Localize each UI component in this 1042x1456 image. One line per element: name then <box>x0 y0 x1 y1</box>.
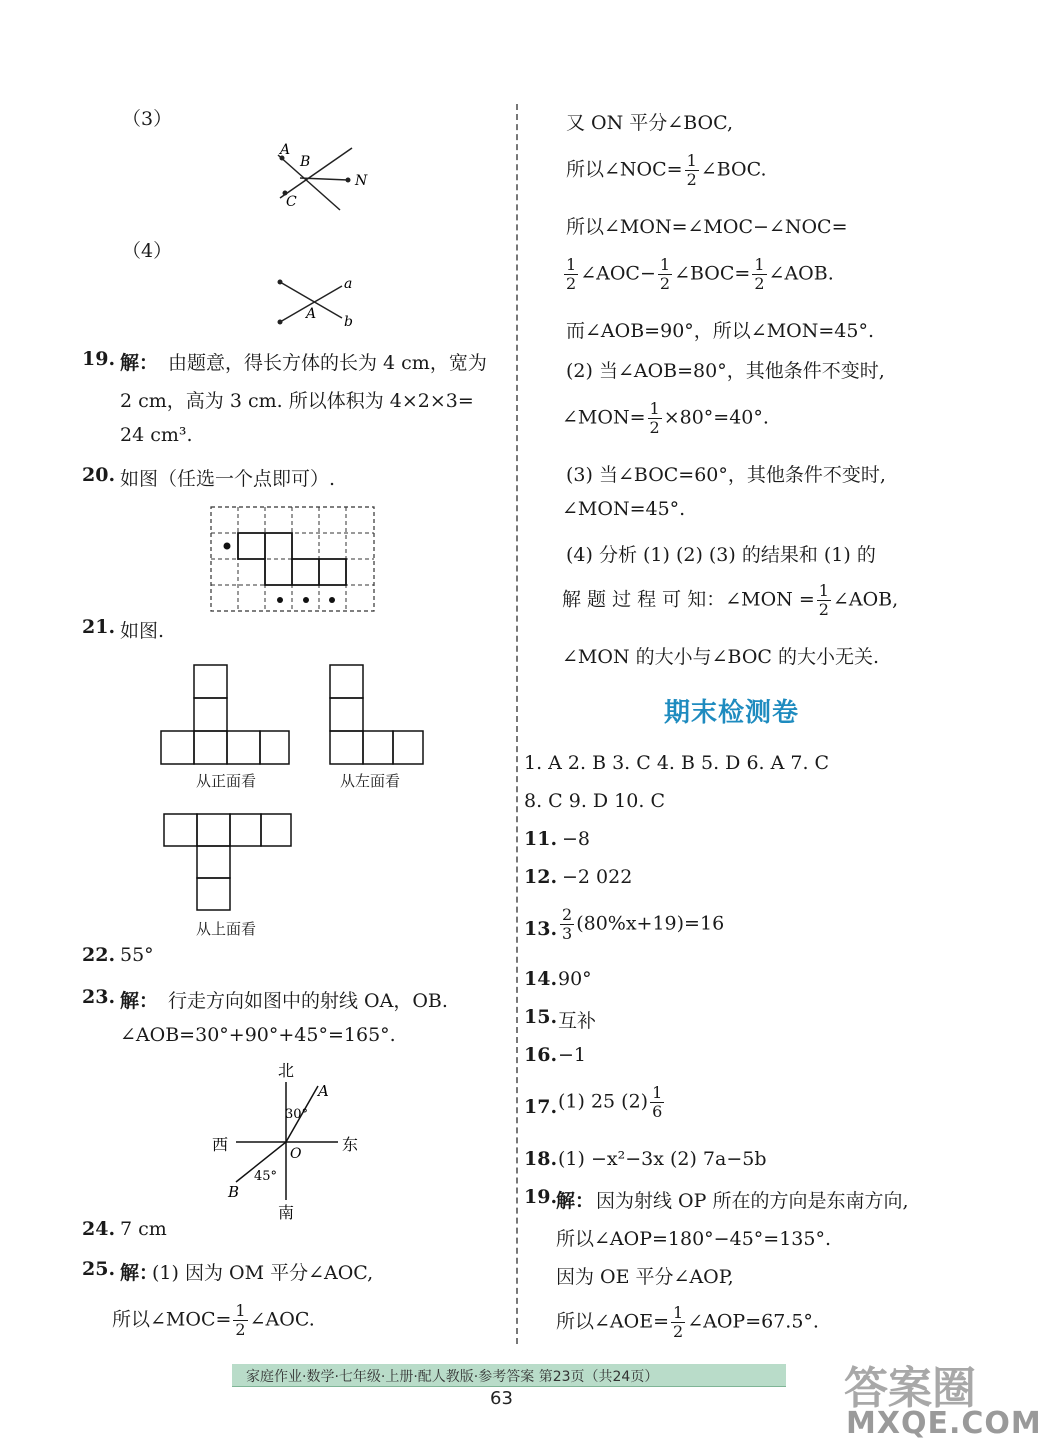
fraction-half: $\frac{1}{2}$ <box>566 255 577 293</box>
right-line-8: (3) 当∠BOC=60°，其他条件不变时, <box>566 464 886 486</box>
a15-number: 15. <box>524 1006 558 1028</box>
a17-number: 17. <box>524 1096 558 1118</box>
compass-ray-A: A <box>318 1082 329 1100</box>
q25-number: 25. <box>82 1258 116 1280</box>
right-line-7 <box>562 400 769 437</box>
fraction-half: $\frac{1}{2}$ <box>818 581 829 619</box>
sub-label-3: （3） <box>122 108 173 130</box>
fraction-half: $\frac{1}{2}$ <box>754 255 765 293</box>
right-line-2b: ∠BOC. <box>700 158 767 181</box>
column-divider <box>516 104 518 1344</box>
fraction-two-thirds: $\frac{2}{3}$ <box>562 905 573 943</box>
compass-east: 东 <box>342 1135 359 1154</box>
fraction-half: $\frac{1}{2}$ <box>659 255 671 293</box>
top-view-caption: 从上面看 <box>196 920 257 938</box>
q20-text: 如图（任选一个点即可）. <box>120 468 336 490</box>
right-line-11 <box>562 582 898 619</box>
right-line-4b: ∠BOC= <box>674 262 751 285</box>
a18-number: 18. <box>524 1148 558 1170</box>
watermark-logo: 答案圈 <box>844 1363 976 1414</box>
q24-number: 24. <box>82 1218 116 1240</box>
figure-4-lines <box>268 274 368 334</box>
right-line-4c: ∠AOB. <box>768 262 834 285</box>
compass-south: 南 <box>278 1203 295 1222</box>
a19-jie: 解： <box>556 1190 595 1212</box>
compass-angle-30: 30° <box>285 1107 309 1122</box>
figure-3-lines <box>260 140 380 220</box>
compass-angle-45: 45° <box>254 1169 278 1184</box>
a11-text: −8 <box>562 828 591 850</box>
watermark-site: MXQE.COM <box>846 1406 1042 1441</box>
right-line-4 <box>562 256 834 293</box>
fig3-label-N: N <box>355 173 368 189</box>
answers-row-1: 1. A 2. B 3. C 4. B 5. D 6. A 7. C <box>524 752 830 774</box>
a12-number: 12. <box>524 866 558 888</box>
a16-number: 16. <box>524 1044 558 1066</box>
fraction-sixth: $\frac{1}{6}$ <box>652 1083 663 1121</box>
q22-number: 22. <box>82 944 116 966</box>
right-line-10: (4) 分析 (1) (2) (3) 的结果和 (1) 的 <box>566 544 876 566</box>
a18-text: (1) −x²−3x (2) 7a−5b <box>558 1148 767 1170</box>
q19-number: 19. <box>82 348 116 370</box>
a19-line4b: ∠AOP=67.5°. <box>687 1310 819 1333</box>
q25-line2-a: 所以∠MOC= <box>112 1308 232 1331</box>
right-line-3: 所以∠MON=∠MOC−∠NOC= <box>566 216 848 238</box>
q25-line2 <box>112 1302 315 1339</box>
answers-row-2: 8. C 9. D 10. C <box>524 790 665 812</box>
fig4-label-a: a <box>344 276 353 292</box>
front-view-figure <box>158 664 292 766</box>
a19-line4a: 所以∠AOE= <box>556 1310 670 1333</box>
left-view-caption: 从左面看 <box>340 772 401 790</box>
footer-text: 家庭作业·数学·七年级·上册·配人教版·参考答案 第23页（共24页） <box>246 1369 659 1385</box>
q23-line1: 行走方向如图中的射线 OA，OB. <box>168 990 448 1012</box>
fraction-half: $\frac{1}{2}$ <box>649 399 660 437</box>
a16-text: −1 <box>558 1044 587 1066</box>
right-line-1: 又 ON 平分∠BOC, <box>566 112 733 134</box>
a19-line1: 因为射线 OP 所在的方向是东南方向, <box>596 1190 909 1212</box>
q20-grid-figure <box>210 506 378 616</box>
q19-jie: 解： <box>120 352 159 374</box>
fraction-half: $\frac{1}{2}$ <box>235 1301 246 1339</box>
right-line-7a: ∠MON= <box>562 406 646 429</box>
compass-north: 北 <box>278 1061 295 1080</box>
right-line-12: ∠MON 的大小与∠BOC 的大小无关. <box>562 646 880 668</box>
right-line-4a: ∠AOC− <box>580 262 656 285</box>
right-line-6: (2) 当∠AOB=80°，其他条件不变时, <box>566 360 885 382</box>
right-line-9: ∠MON=45°. <box>562 498 686 520</box>
a19-line3: 因为 OE 平分∠AOP, <box>556 1266 734 1288</box>
compass-origin-O: O <box>290 1146 302 1162</box>
a15-text: 互补 <box>558 1010 597 1032</box>
fig3-label-C: C <box>286 194 297 210</box>
fraction-half: $\frac{1}{2}$ <box>673 1303 684 1341</box>
sub-label-4: （4） <box>122 240 173 262</box>
a14-number: 14. <box>524 968 558 990</box>
a14-text: 90° <box>558 968 592 990</box>
q19-line1: 由题意，得长方体的长为 4 cm，宽为 <box>168 352 487 374</box>
compass-figure <box>206 1060 376 1224</box>
q23-number: 23. <box>82 986 116 1008</box>
q25-line2-b: ∠AOC. <box>249 1308 315 1331</box>
a19-line2: 所以∠AOP=180°−45°=135°. <box>556 1228 832 1250</box>
q22-text: 55° <box>120 944 154 966</box>
right-line-11a: 解 题 过 程 可 知：∠MON = <box>562 588 815 611</box>
q21-number: 21. <box>82 616 116 638</box>
a12-text: −2 022 <box>562 866 633 888</box>
left-view-figure <box>327 664 427 766</box>
fig4-label-b: b <box>344 314 353 330</box>
a17-expression <box>558 1084 666 1121</box>
a17-text: (1) 25 (2) <box>558 1090 649 1113</box>
q25-line1: (1) 因为 OM 平分∠AOC, <box>152 1262 374 1284</box>
right-line-2a: 所以∠NOC= <box>566 158 683 181</box>
compass-west: 西 <box>212 1135 229 1154</box>
compass-ray-B: B <box>228 1183 240 1201</box>
q19-line2: 2 cm，高为 3 cm. 所以体积为 4×2×3= <box>120 390 474 412</box>
a19-number: 19. <box>524 1186 558 1208</box>
right-line-7b: ×80°=40°. <box>663 406 769 429</box>
q23-jie: 解： <box>120 990 159 1012</box>
right-line-11b: ∠AOB, <box>832 588 899 611</box>
front-view-caption: 从正面看 <box>196 772 257 790</box>
fig3-label-A: A <box>280 142 291 158</box>
a13-expression <box>558 906 724 943</box>
right-line-5: 而∠AOB=90°，所以∠MON=45°. <box>566 320 874 342</box>
q25-jie: 解： <box>120 1262 159 1284</box>
q19-line3: 24 cm³. <box>120 424 193 446</box>
a11-number: 11. <box>524 828 558 850</box>
q20-number: 20. <box>82 464 116 486</box>
right-line-2 <box>566 152 767 189</box>
q23-line2: ∠AOB=30°+90°+45°=165°. <box>120 1024 396 1046</box>
fig4-label-A: A <box>306 306 317 322</box>
a13-text: (80%x+19)=16 <box>576 912 725 935</box>
q21-text: 如图. <box>120 620 165 642</box>
top-view-figure <box>162 812 296 914</box>
section-heading: 期末检测卷 <box>664 698 800 728</box>
a19-line4 <box>556 1304 819 1341</box>
page-number: 63 <box>490 1388 513 1409</box>
fraction-half: $\frac{1}{2}$ <box>686 151 697 189</box>
fig3-label-B: B <box>300 154 311 170</box>
q24-text: 7 cm <box>120 1218 167 1240</box>
a13-number: 13. <box>524 918 558 940</box>
